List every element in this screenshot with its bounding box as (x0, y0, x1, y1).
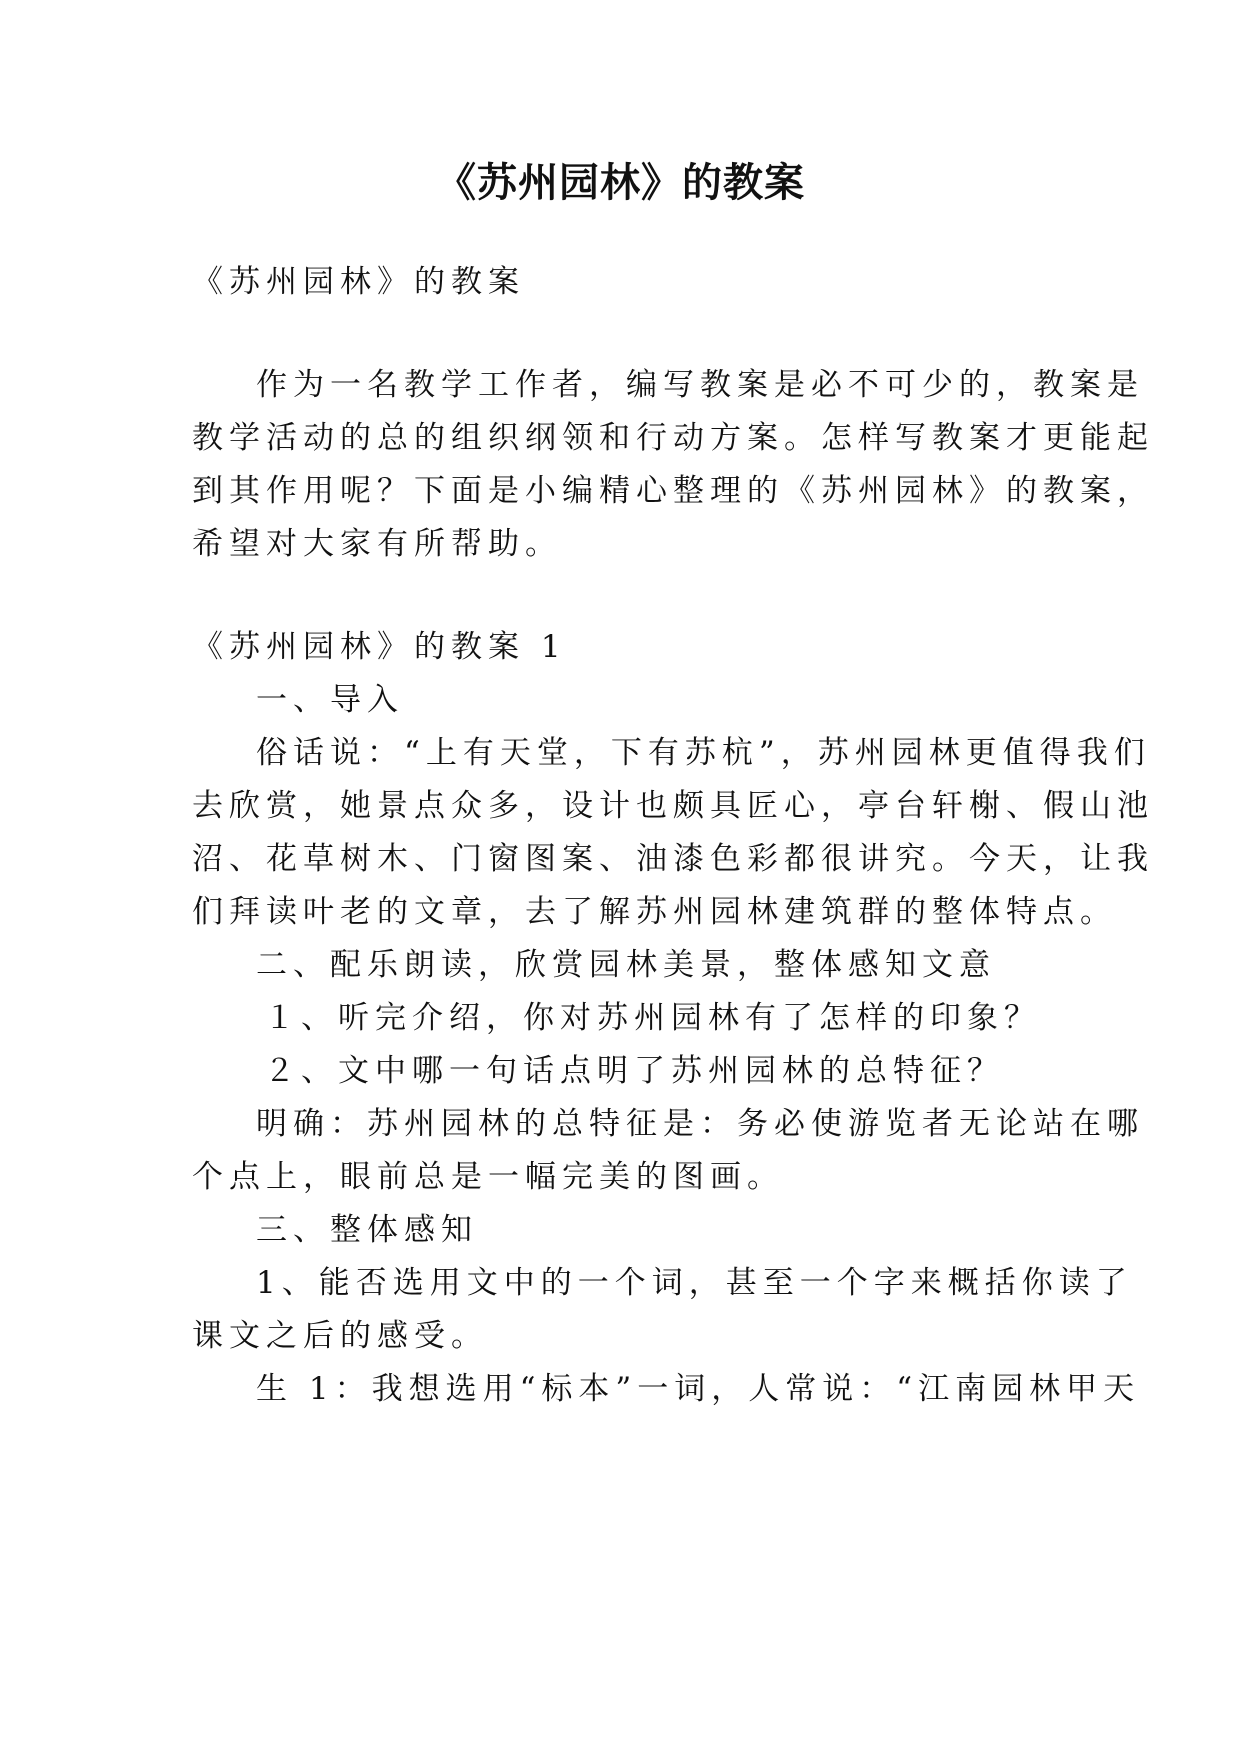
intro-line: 希望对大家有所帮助。 (192, 526, 562, 562)
paragraph-line: 们拜读叶老的文章，去了解苏州园林建筑群的整体特点。 (192, 894, 1117, 930)
intro-line: 到其作用呢？下面是小编精心整理的《苏州园林》的教案， (192, 473, 1154, 509)
heading-perception: 三、整体感知 (256, 1212, 478, 1248)
paragraph-line: 沼、花草树木、门窗图案、油漆色彩都很讲究。今天，让我 (192, 841, 1154, 877)
section-title: 《苏州园林》的教案 1 (192, 629, 567, 665)
question-2: ２、文中哪一句话点明了苏州园林的总特征？ (264, 1053, 1004, 1089)
document-subtitle: 《苏州园林》的教案 (192, 264, 525, 300)
answer-line: 明确：苏州园林的总特征是：务必使游览者无论站在哪 (256, 1106, 1144, 1142)
question-1: １、听完介绍，你对苏州园林有了怎样的印象？ (264, 1000, 1041, 1036)
document-title: 《苏州园林》的教案 (436, 160, 805, 206)
paragraph-line: 去欣赏，她景点众多，设计也颇具匠心，亭台轩榭、假山池 (192, 788, 1154, 824)
item-line: 课文之后的感受。 (192, 1318, 488, 1354)
answer-line: 个点上，眼前总是一幅完美的图画。 (192, 1159, 784, 1195)
heading-import: 一、导入 (256, 682, 404, 718)
paragraph-line: 俗话说：“上有天堂，下有苏杭”，苏州园林更值得我们 (256, 735, 1151, 771)
heading-reading: 二、配乐朗读，欣赏园林美景，整体感知文意 (256, 947, 996, 983)
intro-line: 教学活动的总的组织纲领和行动方案。怎样写教案才更能起 (192, 420, 1154, 456)
item-line: 1、能否选用文中的一个词，甚至一个字来概括你读了 (256, 1265, 1133, 1301)
intro-line: 作为一名教学工作者，编写教案是必不可少的，教案是 (256, 367, 1144, 403)
student-answer: 生 1：我想选用“标本”一词，人常说：“江南园林甲天 (256, 1371, 1141, 1407)
